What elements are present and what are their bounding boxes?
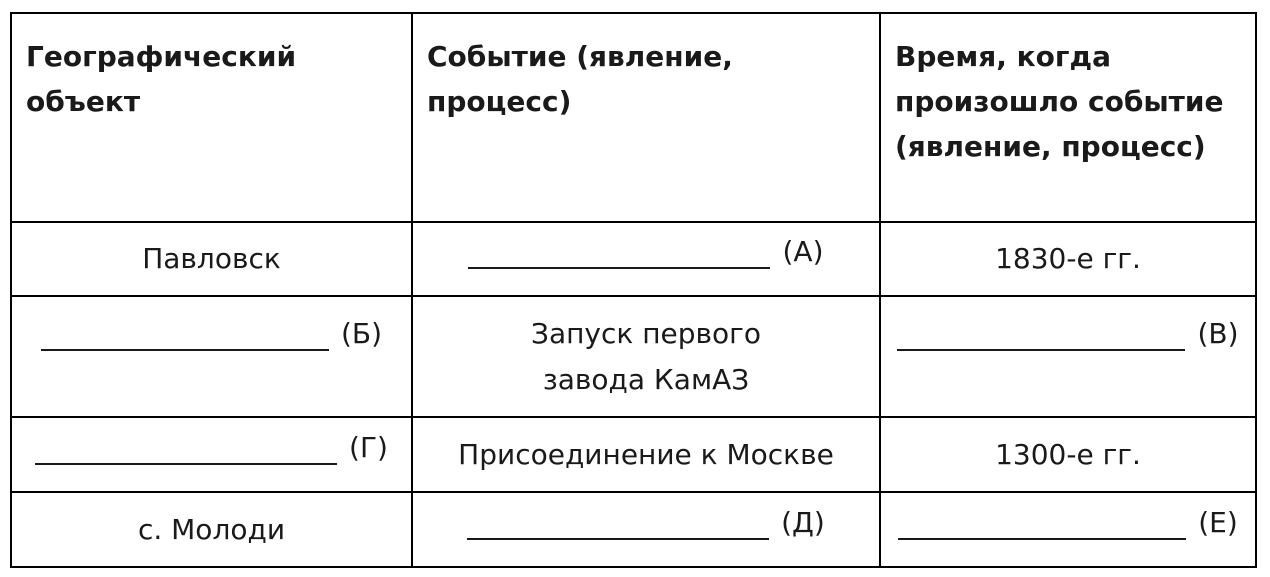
blank-line [41, 349, 329, 351]
header-event: Событие (явление, процесс) [412, 13, 880, 222]
blank-field [468, 229, 823, 275]
geography-table [10, 12, 1257, 568]
table-row [11, 296, 1256, 417]
event-text: Запуск первого завода КамАЗ [531, 316, 761, 396]
blank-label: (Б) [340, 317, 383, 350]
blank-line [468, 267, 770, 269]
cell-event [412, 492, 880, 567]
header-time: Время, когда произошло событие (явление, процесс) [880, 13, 1256, 222]
cell-event [412, 222, 880, 296]
blank-field [467, 500, 825, 546]
blank-line [35, 463, 337, 465]
blank-label: (Г) [349, 430, 388, 464]
header-row [11, 13, 1256, 222]
cell-time [880, 492, 1256, 567]
cell-object [11, 296, 412, 417]
cell-object: Павловск [11, 222, 412, 296]
blank-field [41, 311, 382, 357]
blank-label: (А) [782, 235, 824, 268]
blank-line [467, 538, 769, 540]
blank-field [897, 311, 1238, 357]
cell-object: с. Молоди [11, 492, 412, 567]
table-row [11, 417, 1256, 492]
cell-event [412, 296, 880, 417]
blank-field [898, 500, 1238, 546]
blank-label: (Д) [781, 505, 825, 539]
cell-time: 1300-е гг. [880, 417, 1256, 492]
cell-time [880, 296, 1256, 417]
blank-label: (В) [1197, 317, 1239, 350]
cell-object [11, 417, 412, 492]
table-row [11, 492, 1256, 567]
header-geographic-object: Географический объект [11, 13, 412, 222]
blank-field [35, 425, 388, 471]
cell-event: Присоединение к Москве [412, 417, 880, 492]
cell-time: 1830-е гг. [880, 222, 1256, 296]
blank-line [898, 538, 1186, 540]
blank-line [897, 349, 1185, 351]
blank-label: (Е) [1198, 505, 1238, 539]
table-row [11, 222, 1256, 296]
